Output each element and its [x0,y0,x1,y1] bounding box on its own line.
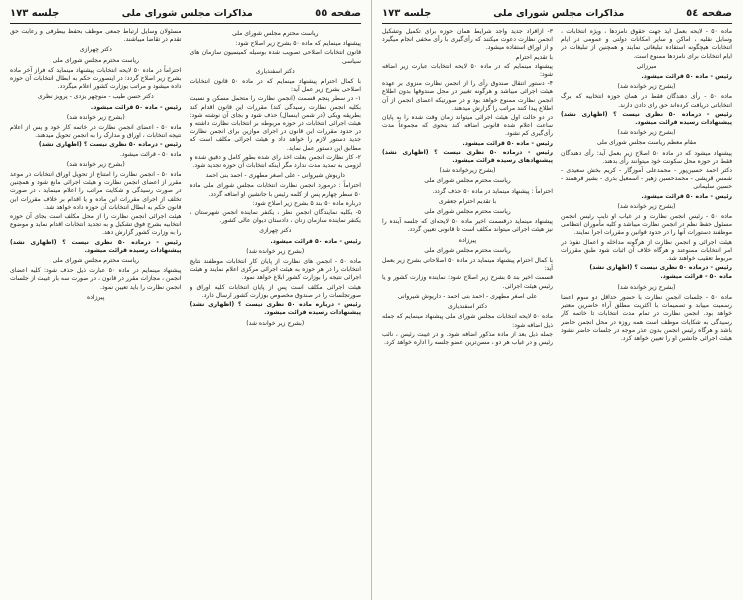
right-page-title: مذاکرات مجلس شورای ملی [493,7,625,19]
body-paragraph: ۲- کار نظارت انجمن بعلت اخذ رای شده بطور کامل و دقیق شده و لزومی به تمدید مدت ندارد مگر اینکه انتخابات آن حوزه تجدید شود. [189,153,361,170]
speaker-line: رئیس - درماده ۵۰ نظری نیست ؟ (اظهاری نشد) پیشنهادهای رسیده قرائت میشود. [382,148,553,165]
section-heading: (بشرح زیر خوانده شد) [246,247,305,255]
body-paragraph: هیئت اجرائی مکلف است پس از پایان انتخابات کلیه اوراق و صورتجلسات را در صندوق مخصوص بوزارت کشور ارسال دارد. [189,283,361,299]
speaker-line: رئیس - درماده ۵۰ نظری نیست ؟ (اظهاری نشد) پیشنهادات رسیده قرائت میشود. [10,238,182,254]
section-heading: ریاست محترم مجلس شورای ملی [424,246,511,254]
section-heading: دکتر اسفندیاری [448,303,487,311]
section-heading: (بشرح زیر خوانده شد) [66,113,125,121]
body-paragraph: با تقدیم احترام [515,53,553,61]
body-paragraph: پیشنهاد مینمایم که ماده ۵۰ بشرح زیر اصلاح شود: [235,40,361,48]
right-page-label: صفحه ٥٤ [686,7,732,19]
left-page-label: صفحه ٥٥ [315,7,361,19]
speaker-line: ماده ۵۰ - قرائت میشود. [660,273,732,281]
body-paragraph: هیئت اجرائی و انجمن نظارت از هرگونه مداخله و اعمال نفوذ در امر انتخابات ممنوعند و هرگاه خلاف آن اثبات شود طبق مقررات مربوط تعقیب خواهند شد. [561,238,732,263]
body-paragraph: ماده ۵۰ - رأی دهندگان فقط در همان حوزه انتخابیه که برگ انتخاباتی دریافت کرده‌اند حق رای دادن دارند. [561,93,732,109]
section-heading: علی اصغر مطهری - احمد بنی احمد - داریوش شیروانی [397,292,538,300]
body-paragraph: احتراماً : پیشنهاد مینماید در ماده ۵۰ حذف گردد. [432,187,553,195]
section-heading: (بشرح زیر خوانده شد) [617,129,676,137]
right-page-columns [382,28,732,596]
section-heading: ریاست محترم مجلس شورای ملی [231,30,319,37]
body-paragraph: پیشنهاد مینمایم در ماده ۵۰ عبارت ذیل حذف شود: کلیه اعضای انجمن ، مجازات مقرر در قانون ، در صورت سه بار غیبت از جلسات انجمن نظارت را باید تعیین نمود. [10,267,182,291]
body-paragraph: با کمال احترام پیشنهاد مینمایم که در ماده ۵۰ قانون انتخابات اصلاحی بشرح زیر عمل آید: [189,78,361,94]
section-heading: دکتر چهرازی [79,46,112,54]
body-paragraph: ماده ۵۰ - قرائت میشود. [119,150,182,158]
right-page-header [382,6,732,24]
body-paragraph: احتراماً در ماده ۵۰ لایحه انتخابات پیشنهاد مینماید که فراز آخر ماده بشرح زیر اصلاح گردد: در اینصورت حکم به ابطال انتخابات آن حوزه داده میشود و مراتب بوزارت کشور اعلام میگردد. [10,66,182,91]
left-page-column-2 [10,28,182,596]
right-page-column-1 [561,28,732,596]
section-heading: (بشرح زیرخوانده شد) [439,167,496,175]
speaker-line: رئیس - درماده ۵۰ نظری نیست ؟ (اظهاری نشد) [38,141,182,149]
speaker-line: رئیس - ماده ۵۰ قرائت میشود. [90,103,182,111]
speaker-line: رئیس - درباره ماده ۵۰ نظری نیست ؟ (اظهاری نشد) پیشنهادات رسیده قرائت میشود. [189,301,361,317]
body-paragraph: ماده ۵۰ - جلسات انجمن نظارت با حضور حداقل دو سوم اعضا رسمیت مییابد و تصمیمات با اکثریت مطلق آراء حاضرین معتبر خواهد بود. انجمن نظارت در تمام مدت انتخابات تا خاتمه کار رسیدگی به شکایات موظف است همه روزه در محل انجمن حاضر باشد و هرگاه رئیس انجمن بدون عذر موجه در جلسات حاضر نشود هیئت اجرائی جانشین او را تعیین خواهد کرد. [561,293,732,342]
body-paragraph: ماده ۵۰ - رئیس انجمن نظارت و در غیاب او نایب رئیس انجمن مسئول حفظ نظم در انجمن نظارت میباشد و کلیه مأموران انتظامی موظفند دستورات آنها را در حدود قوانین و مقررات اجرا نمایند. [561,213,732,237]
left-page-title: مذاکرات مجلس شورای ملی [121,7,253,19]
body-paragraph: ماده ۵۰ - اعضای انجمن نظارت در خاتمه کار خود و پس از اعلام نتیجه انتخابات ، اوراق و مدارک را به انجمن تحویل میدهند. [10,124,182,140]
body-paragraph: قانون انتخابات اصلاحی تصویب شده بوسیله کمیسیون سازمان های سیاسی [189,49,361,65]
section-heading: (بشرح زیر خوانده شد) [617,283,676,291]
left-page-session: جلسه ۱۷۳ [10,7,60,19]
speaker-line: رئیس - ماده ۵۰ قرائت میشود. [641,73,732,81]
speaker-line: رئیس - درماده ۵۰ نظری نیست ؟ (اظهاری نشد) [589,264,732,272]
section-heading: دکتر چهرازی [259,227,292,235]
body-paragraph: جمله ذیل بعد از ماده مذکور اضافه شود. و در غیبت رئیس ، نائب رئیس و در غیاب هر دو ، مسن‌ترین عضو جلسه را اداره خواهد کرد. [382,330,553,346]
section-heading: (بشرح زیر خوانده شد) [617,83,676,91]
left-page-columns [10,28,361,596]
section-heading: پیرزاده [87,293,105,301]
speaker-line: رئیس - درماده ۵۰ نظری نیست ؟ (اظهاری نشد) پیشنهادات رسیده قرائت میشود. [561,110,732,127]
body-paragraph: احتراماً : درمورد انجمن نظارت انتخابات مجلس شورای ملی ماده ۵۰ سطر چهارم پس از کلمه رئیس با جانشین او اضافه گردد. [189,182,361,198]
body-paragraph: هیئت اجرائی انجمن نظارت را از محل مکلف است بجای آن حوزه انتخابیه بشرح فوق تشکیل و به تجدید انتخابات اقدام نماید و موضوع را به وزارت کشور گزارش دهد. [10,213,182,237]
body-paragraph: در دو حالت اول هیئت اجرائی میتواند زمان وقت شده را به پایان ساعت اعلام شده قانونی اضافه کند بنحوی که مجموعاً مدت رأی‌گیری کم نشود. [382,114,553,138]
body-paragraph: ۳- ازاقراد جدید واجد شرایط همان حوزه برای تکمیل وتشکیل انجمن نظارت دعوت میکنند که رأی‌گیری با رأی مخفی انجام میگیرد و از اوراق استفاده میشود. [382,28,553,52]
speaker-line: رئیس - ماده ۵۰ قرائت میشود. [462,139,553,147]
body-paragraph: ماده ۵۰ - لایحه بعمل آید جهت حقوق نامزدها ، ویژه انتخابات ، وسایل نقلیه ، اماکن و سایر امکانات دولتی و عمومی در ایام انتخابات هیچگونه استفاده تبلیغاتی نمایند و همچنین از تبلیغات در ایام انتخابات برای نامزدها ممنوع است. [561,28,732,60]
body-paragraph: ۱- در سطر پنجم قسمت (انجمن نظارت را متحمل مسکن و نسبت بکلیه انجمن نظارت رسیدگی کند) مقررات این قانون اقدام کند بطریقه ویکی (در شمن اینسال) حذف شود و بجای آن نوشته شود: هیئت اجرائی انتخابات در حوزه مربوطه بر انتخابات نظارت داشته و در حدود مقررات این قانون در اجرای موازین برای انجمن نظارت جدید دستور لازم را خواهد داد و هیئت اجرائی مکلف است که مطابق این دستور عمل نماید. [189,95,361,152]
speaker-line: رئیس - ماده ۵۰ قرائت میشود. [641,192,732,200]
section-heading: ریاست محترم مجلس شورای ملی [52,257,139,265]
section-heading: دکتر حسن طیب - منوچهر یزدی - پرویز نظری [37,93,154,101]
section-heading: (بشرح زیر خوانده شد) [246,319,305,327]
section-heading: ریاست محترم مجلس شورای ملی [424,177,511,185]
section-heading: ریاست محترم مجلس شورای ملی [52,56,139,64]
right-page-session: جلسه ۱۷۳ [382,7,432,19]
section-heading: پیرزاده [458,236,477,244]
section-heading: (بشرح زیر خوانده شد) [66,160,125,168]
right-page-column-2 [382,28,553,596]
body-paragraph: قسمت اخیر بند ۵ بشرح زیر اصلاح شود: نماینده وزارت کشور و یا رئیس هیئت اجرائی. [382,274,553,290]
left-page-header [10,6,361,24]
body-paragraph: پیشنهاد مینماید درقسمت اخیر ماده ۵۰ لایحه‌ای که جلسه آینده را نیز هیئت اجرائی میتواند مکلف است تا قانونی تعیین گردد. [382,218,553,234]
body-paragraph: درباره ماده ۵۰ بند ۵ بشرح زیر اصلاح شود: [252,199,361,207]
section-heading: (بشرح زیر خوانده شد) [617,202,676,210]
body-paragraph: ماده ۵۰ - انجمن های نظارت از پایان کار انتخابات موظفند نتایج انتخابات را در هر حوزه به هیئت اجرائی مرکزی اعلام نمایند و هیئت اجرائی نتیجه را بوزارت کشور ابلاغ خواهد نمود. [189,258,361,282]
body-paragraph: پیشنهاد مینمایم که در ماده ۵۰ لایحه انتخابات عبارت زیر اضافه شود: [382,62,553,79]
section-heading: داریوش شیروانی - علی اصغر مطهری - احمد بنی احمد [205,172,345,180]
body-paragraph: با کمال احترام پیشنهاد مینماید در ماده ۵۰ اصلاحاتی بشرح زیر بعمل آید: [382,257,553,273]
left-page-column-1 [190,28,362,596]
body-paragraph: پیشنهاد میشود که در ماده ۵۰ اصلاح زیر بعمل آید: رأی دهندگان فقط در حوزه محل سکونت خود میتوانند رأی بدهند. [561,149,732,165]
section-heading: مقام معظم ریاست مجلس شورای ملی [596,139,697,147]
right-page [371,0,742,600]
body-paragraph: ماده ۵۰ لایحه انتخابات مجلس شورای ملی پیشنهاد مینمایم که جمله ذیل اضافه شود: [382,313,553,329]
body-paragraph: مسئولان وسایل ارتباط جمعی موظف بحفظ بیطرفی و رعایت حق تقدم در تقاضا میباشند. [10,28,182,44]
section-heading: ریاست محترم مجلس شورای ملی [424,208,511,216]
section-heading: میرزائی [636,62,657,70]
body-paragraph: ماده ۵۰ - انجمن نظارت را امتناع از تحویل اوراق انتخابات در موعد مقرر از اعضای انجمن نظارت و هیئت اجرائی مانع شود و همچنین در صورت رسیدگی و شکایت مراتب را اعلام مینماید ، در صورت تخلف از اجرای مقررات این ماده و یا اقدام بر خلاف مقررات این قانون حکم به ابطال انتخابات آن حوزه داده خواهد شد. [10,171,182,211]
left-page [0,0,371,600]
body-paragraph: ۴- دستور انتقال صندوق رأی را از انجمن نظارت منزوی بر عهده هیئت اجرائی میباشد و هرگونه تغییر در محل صندوقها بدون اطلاع انجمن نظارت ممنوع خواهد بود و در صورتیکه اعضای انجمن از آن اطلاع پیدا کنند مراتب را گزارش میدهند. [382,80,553,112]
body-paragraph: ۵- بکلیه نمایندگان انجمن نظر ، یکنفر نماینده انجمن شهرستان ، یکنفر نماینده سازمان زنان ، دادستان دیوان عالی کشور. [189,209,361,225]
body-paragraph: دکتر احمد حسین‌پور - محمدعلی آموزگار - کریم بخش سعیدی - شمس قریشی - محمدحسین زهیر - اسمعیل بدری - بشیر فرهمند - حسین سلیمانی [561,167,732,191]
section-heading: دکتر اسفندیاری [255,67,295,75]
speaker-line: رئیس - ماده ۵۰ قرائت میشود. [270,237,361,245]
section-heading: با تقدیم احترام جعفری [438,197,497,205]
